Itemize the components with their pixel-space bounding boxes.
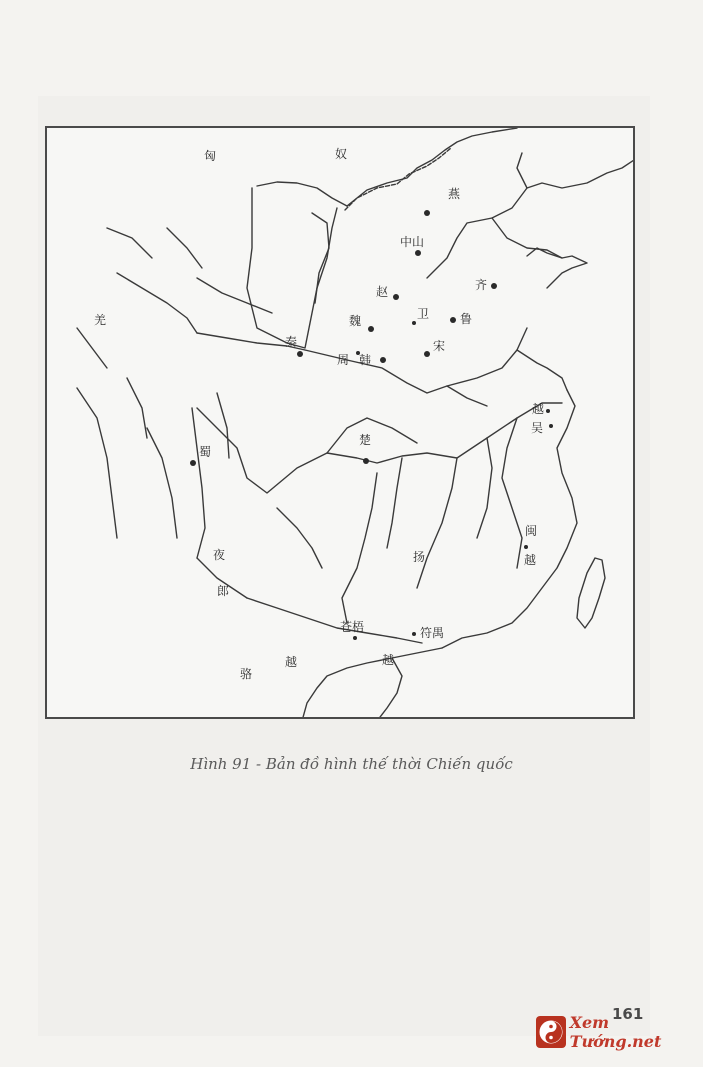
map-label-qi: 齐 bbox=[475, 278, 488, 292]
map-point-lu bbox=[450, 317, 456, 323]
map-point-qin bbox=[297, 351, 303, 357]
map-label-zhongshan: 中山 bbox=[400, 235, 425, 249]
map-label-qiang: 羌 bbox=[94, 313, 107, 327]
map-label-ye: 夜 bbox=[213, 548, 226, 562]
map-point-song bbox=[424, 351, 430, 357]
map-label-yue-min: 越 bbox=[524, 553, 537, 567]
map-point-yue-north bbox=[546, 409, 550, 413]
map-label-zhou: 周 bbox=[337, 353, 350, 367]
page-number: 161 bbox=[612, 1005, 644, 1023]
map-label-xiongnu-2: 奴 bbox=[335, 147, 348, 161]
map-label-wei-guard: 卫 bbox=[417, 307, 430, 321]
map-label-wu: 吴 bbox=[531, 421, 544, 435]
map-point-zhao bbox=[393, 294, 399, 300]
map-point-qi bbox=[491, 283, 497, 289]
map-label-zhao: 赵 bbox=[376, 285, 389, 299]
map-label-yue-north: 越 bbox=[532, 402, 545, 416]
map-label-lu: 鲁 bbox=[460, 312, 473, 326]
map-label-yue-south: 越 bbox=[382, 653, 395, 667]
map-point-wei-state bbox=[368, 326, 374, 332]
map-point-shu bbox=[190, 460, 196, 466]
map-point-zhongshan bbox=[415, 250, 421, 256]
map-label-chu: 楚 bbox=[359, 433, 372, 447]
map-point-wei-guard bbox=[412, 321, 416, 325]
watermark bbox=[536, 1014, 696, 1050]
map-label-luo: 骆 bbox=[240, 667, 253, 681]
map-point-panyu bbox=[412, 632, 416, 636]
map-point-cangwu bbox=[353, 636, 357, 640]
map-point-han bbox=[380, 357, 386, 363]
map-point-yue-min bbox=[524, 545, 528, 549]
map-label-yang: 扬 bbox=[413, 550, 426, 564]
map-label-qin: 秦 bbox=[285, 335, 298, 349]
map-label-yan: 燕 bbox=[448, 187, 461, 201]
map-label-yue-luo: 越 bbox=[285, 655, 298, 669]
map-label-min: 闽 bbox=[525, 524, 538, 538]
map-label-song: 宋 bbox=[433, 339, 446, 353]
map-label-xiongnu-1: 匈 bbox=[204, 149, 217, 163]
map-label-shu: 蜀 bbox=[199, 445, 212, 459]
yin-yang-icon bbox=[536, 1016, 566, 1048]
map-label-han: 韩 bbox=[359, 353, 372, 367]
map-label-panyu: 符禺 bbox=[420, 626, 445, 640]
watermark-text: Xem Tướng.net bbox=[569, 1013, 662, 1051]
map-label-wei-state: 魏 bbox=[349, 314, 362, 328]
map-point-wu bbox=[549, 424, 553, 428]
map-label-cangwu: 苍梧 bbox=[340, 620, 365, 634]
map bbox=[45, 126, 635, 719]
map-point-yan bbox=[424, 210, 430, 216]
figure-caption: Hình 91 - Bản đồ hình thế thời Chiến quốc bbox=[190, 755, 513, 773]
map-point-chu bbox=[363, 458, 369, 464]
map-label-lang: 郎 bbox=[217, 584, 230, 598]
